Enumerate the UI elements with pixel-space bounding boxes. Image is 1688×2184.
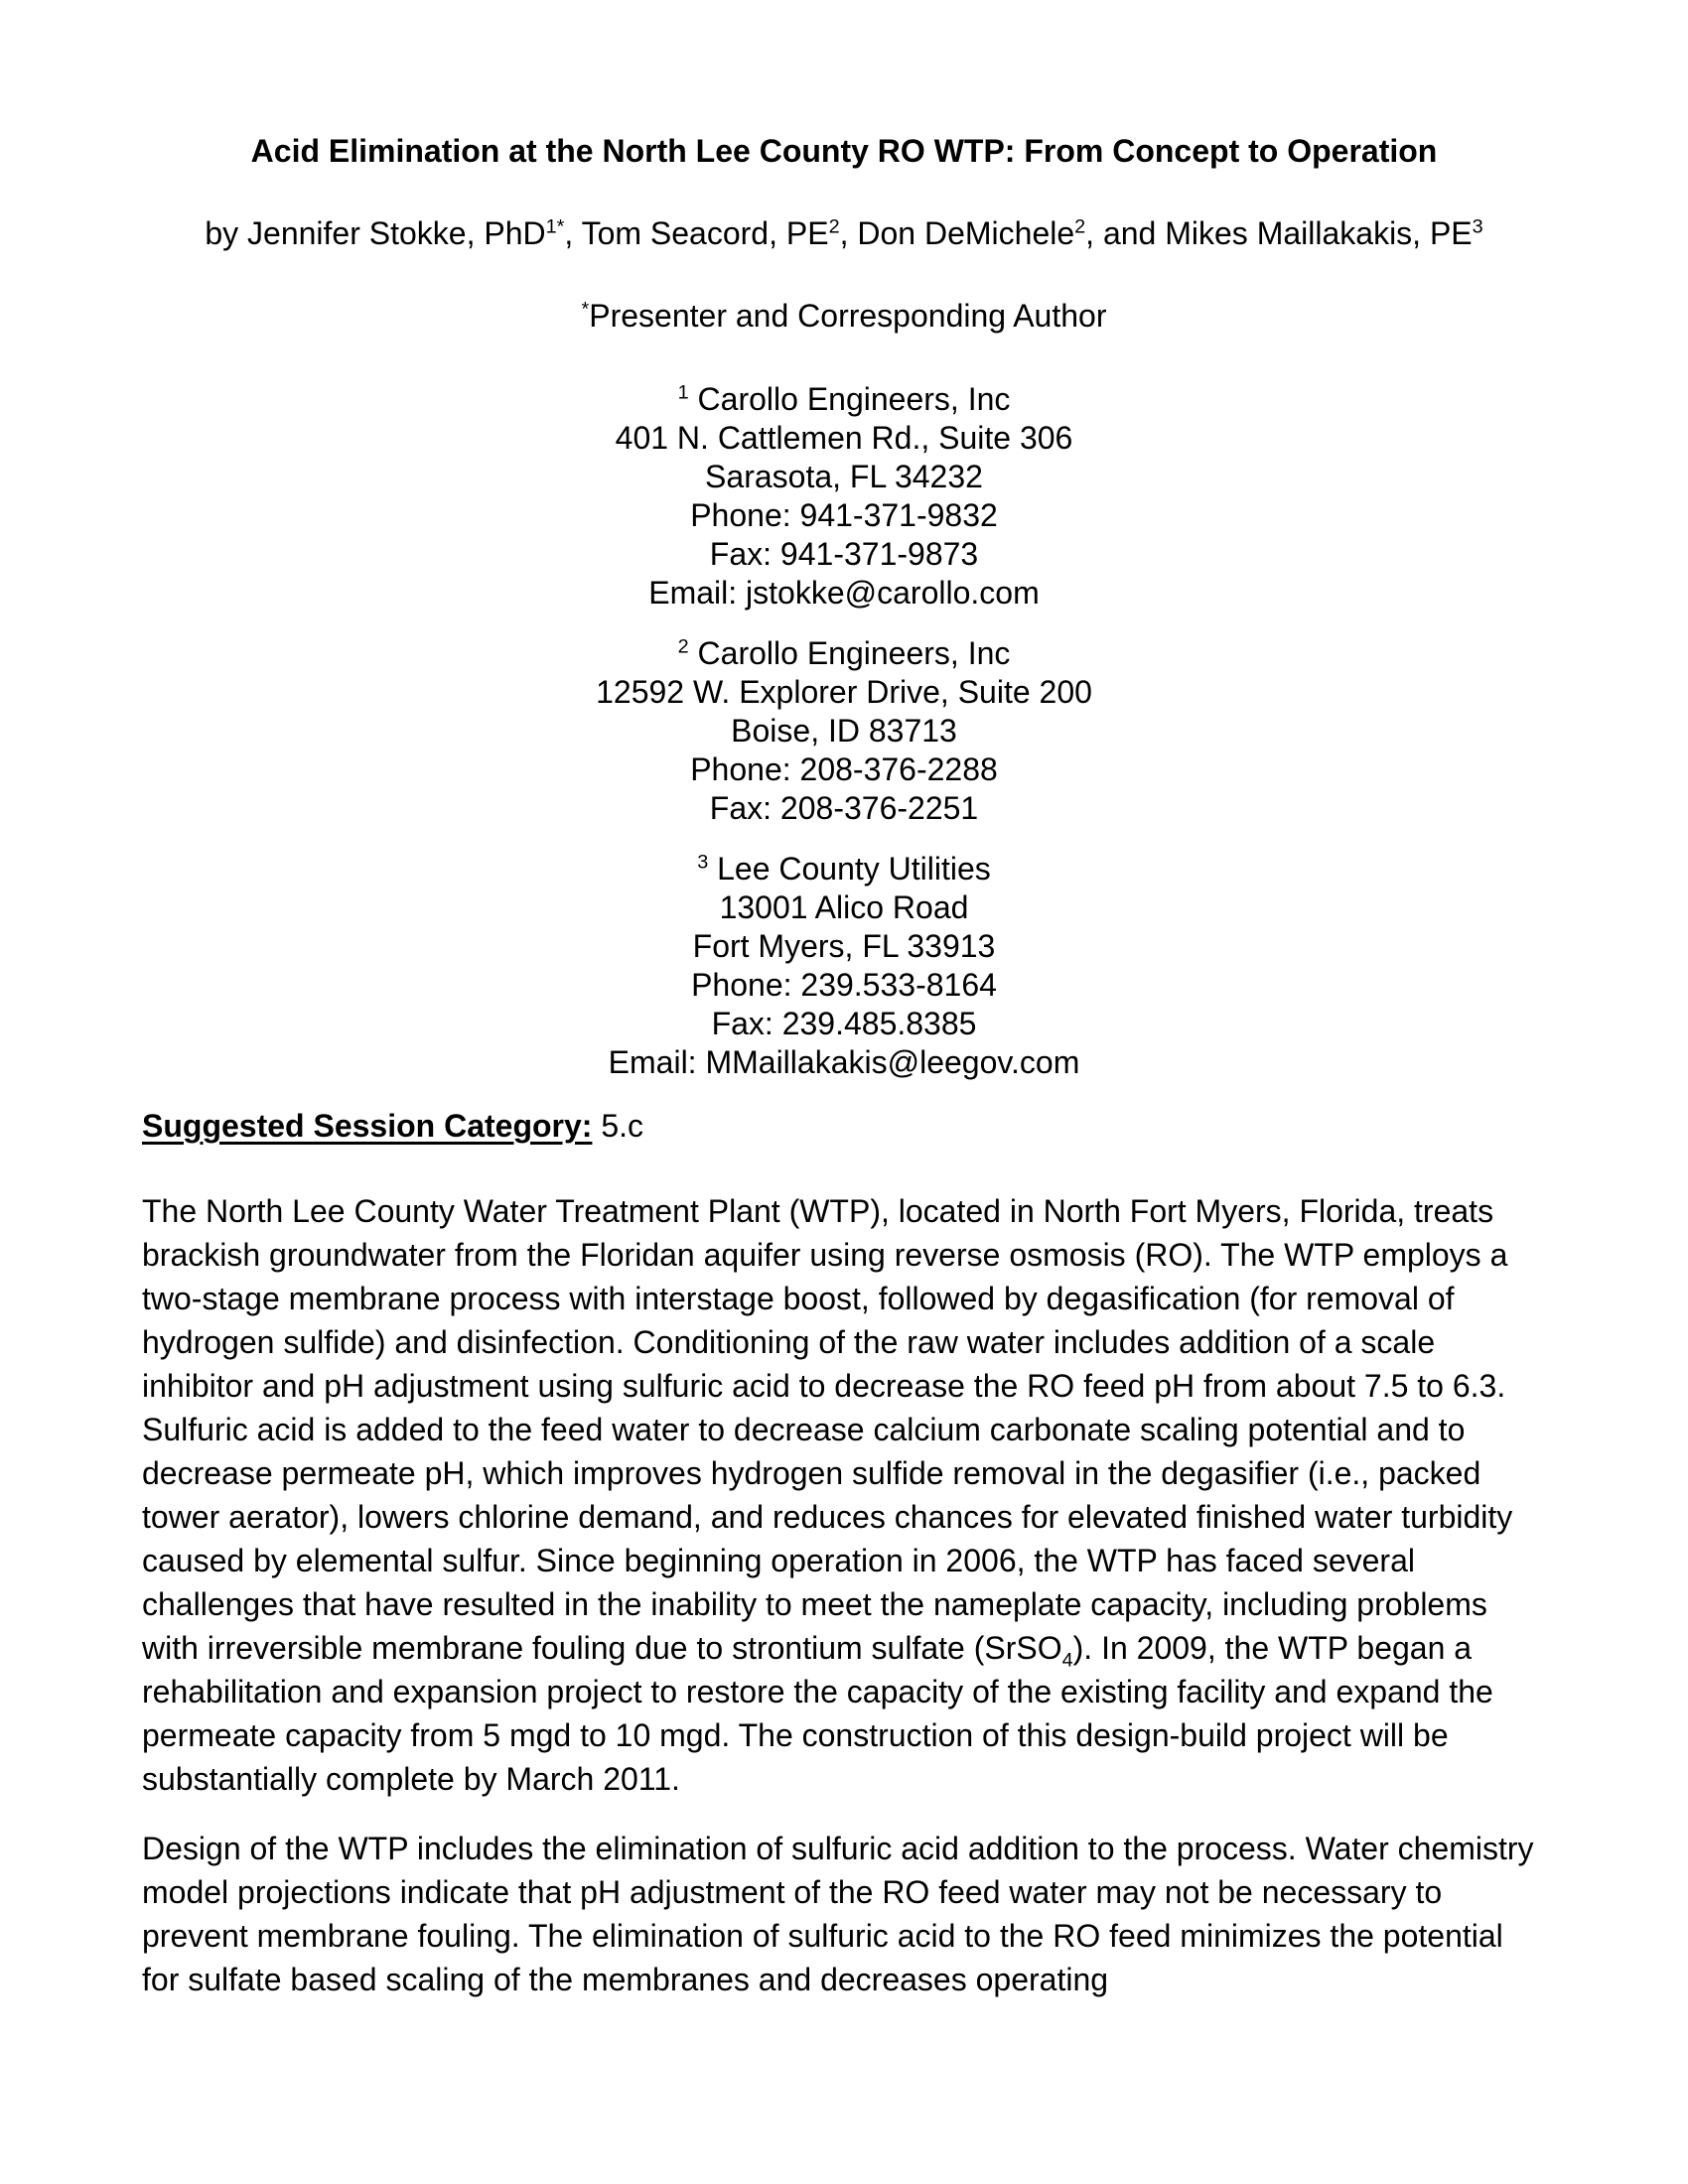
presenter-note: *Presenter and Corresponding Author [581, 298, 1107, 334]
affiliation-city: Boise, ID 83713 [731, 713, 957, 749]
affiliation-fax: Fax: 208-376-2251 [709, 790, 979, 826]
abstract-paragraph-1: The North Lee County Water Treatment Plant (WTP), located in North Fort Myers, Florida, treats brackish groundwater from the Floridan aquifer using reverse osmosis (RO). The WTP employs a two-stage membrane process with interstage boost, followed by degasification (for removal of hydrogen sulfide) and disinfection. Conditioning of the raw water includes addition of a scale inhibitor and pH adjustment using sulfuric acid to decrease the RO feed pH from about 7.5 to 6.3. Sulfuric acid is added to the feed water to decrease calcium carbonate scaling potential and to decrease permeate pH, which improves hydrogen sulfide removal in the degasifier (i.e., packed tower aerator), lowers chlorine demand, and reduces chances for elevated finished water turbidity caused by elemental sulfur. Since beginning operation in 2006, the WTP has faced several challenges that have resulted in the inability to meet the nameplate capacity, including problems with irreversible membrane fouling due to strontium sulfate (SrSO$_4$). In 2009, the WTP began a rehabilitation and expansion project to restore the capacity of the existing facility and expand the permeate capacity from 5 mgd to 10 mgd. The construction of this design-build project will be substantially complete by March 2011. [142, 1193, 1513, 1797]
affiliation-email: Email: MMaillakakis@leegov.com [608, 1044, 1080, 1080]
affiliation-city: Fort Myers, FL 33913 [692, 928, 996, 964]
affiliation-street: 13001 Alico Road [719, 889, 969, 925]
session-category-label: Suggested Session Category: [142, 1108, 593, 1144]
affiliation-city: Sarasota, FL 34232 [705, 459, 983, 494]
affiliation-org: $^1$ Carollo Engineers, Inc [677, 381, 1011, 417]
session-category-line [142, 1104, 1546, 1148]
affiliation-phone: Phone: 239.533-8164 [691, 967, 997, 1003]
affiliation-block-1 [142, 380, 1546, 613]
page-title: Acid Elimination at the North Lee County RO WTP: From Concept to Operation [250, 133, 1438, 169]
affiliation-street: 12592 W. Explorer Drive, Suite 200 [596, 674, 1092, 710]
affiliation-fax: Fax: 941-371-9873 [709, 536, 979, 572]
affiliation-block-3 [142, 850, 1546, 1082]
affiliation-phone: Phone: 208-376-2288 [690, 751, 998, 787]
session-category-value: 5.c [601, 1108, 644, 1144]
affiliation-fax: Fax: 239.485.8385 [711, 1006, 977, 1041]
affiliation-email: Email: jstokke@carollo.com [648, 575, 1040, 611]
affiliation-phone: Phone: 941-371-9832 [690, 497, 998, 533]
affiliation-street: 401 N. Cattlemen Rd., Suite 306 [615, 420, 1073, 456]
abstract-paragraph-2: Design of the WTP includes the elimination of sulfuric acid addition to the process. Water chemistry model projections indicate that pH adjustment of the RO feed water may not be necessary to prevent membrane fouling. The elimination of sulfuric acid to the RO feed minimizes the potential for sulfate based scaling of the membranes and decreases operating [142, 1831, 1534, 1997]
affiliation-block-2 [142, 634, 1546, 828]
affiliation-org: $^2$ Carollo Engineers, Inc [677, 635, 1011, 671]
affiliation-org: $^3$ Lee County Utilities [697, 851, 991, 887]
byline: by Jennifer Stokke, PhD$^{1*}$, Tom Seacord, $PE^2$, Don DeMichele$^2$, and Mikes Maillakakis, $PE^3$ [205, 215, 1483, 251]
